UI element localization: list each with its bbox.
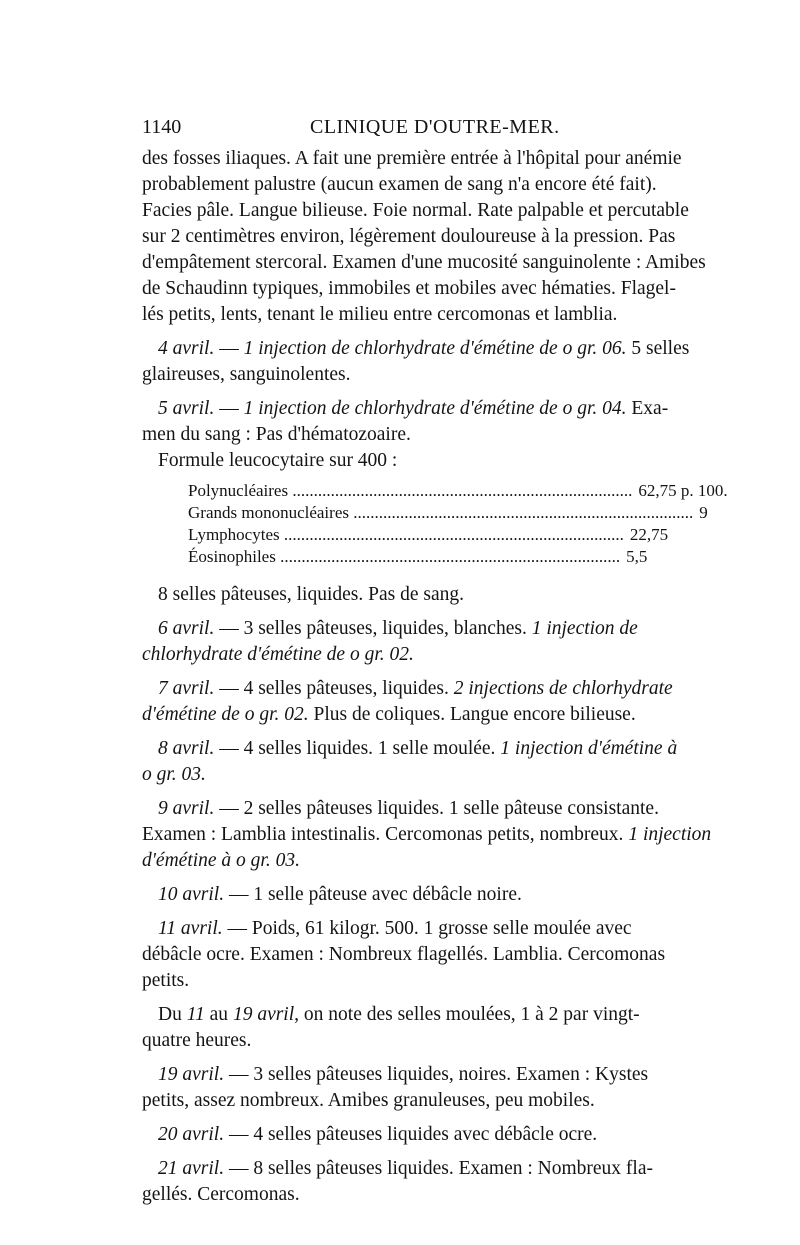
entry-10-avril <box>142 882 668 908</box>
entry-date: 4 avril. <box>158 338 215 359</box>
dash: — <box>214 738 244 759</box>
page-body <box>142 146 728 1208</box>
cell-label: Éosinophiles ................................................................................ <box>188 547 621 566</box>
table-row <box>188 480 728 502</box>
entry-date: 19 avril. <box>158 1064 225 1085</box>
dash: — <box>224 1064 254 1085</box>
text-line: débâcle ocre. Examen : Nombreux flagellés. Lamblia. Cercomonas <box>142 944 666 965</box>
paragraph-selles: 8 selles pâteuses, liquides. Pas de sang. <box>158 584 464 605</box>
dash: — <box>224 1124 254 1145</box>
entry-date: 7 avril. <box>158 678 215 699</box>
entry-text: Du <box>158 1004 187 1025</box>
text-line: probablement palustre (aucun examen de sang n'a encore été fait). <box>142 174 657 195</box>
entry-text: 4 selles liquides. 1 selle moulée. <box>243 738 501 759</box>
entry-7-avril <box>142 676 673 728</box>
text-line: quatre heures. <box>142 1030 252 1051</box>
entry-text: au <box>204 1004 233 1025</box>
entry-date: 8 avril. <box>158 738 215 759</box>
dash: — <box>214 398 244 419</box>
entry-text: Plus de coliques. Langue encore bilieuse. <box>308 704 636 725</box>
entry-8-avril <box>142 736 678 788</box>
text-line: de Schaudinn typiques, immobiles et mobiles avec hématies. Flagel- <box>142 278 676 299</box>
entry-text: on note des selles moulées, 1 à 2 par vingt- <box>299 1004 640 1025</box>
running-header <box>142 116 668 146</box>
entry-19-avril <box>142 1062 668 1114</box>
page-number: 1140 <box>142 116 182 138</box>
entry-text: Exa- <box>626 398 669 419</box>
paragraph-intro <box>142 146 706 328</box>
entry-text: 1 selle pâteuse avec débâcle noire. <box>253 884 522 905</box>
entry-9-avril <box>142 796 712 874</box>
entry-text: 4 selles pâteuses, liquides. <box>243 678 454 699</box>
dash: — <box>224 1158 254 1179</box>
text-line: sur 2 centimètres environ, légèrement douloureuse à la pression. Pas <box>142 226 676 247</box>
text-line: men du sang : Pas d'hématozoaire. <box>142 424 411 445</box>
entry-text: Examen : Lamblia intestinalis. Cercomonas petits, nombreux. <box>142 824 629 845</box>
cell-value: 22,75 <box>629 525 669 544</box>
entry-text: 4 selles pâteuses liquides avec débâcle ocre. <box>253 1124 598 1145</box>
entry-date: 6 avril. <box>158 618 215 639</box>
entry-date: 11 <box>186 1004 205 1025</box>
entry-4-avril <box>142 336 690 388</box>
entry-11-avril <box>142 916 668 994</box>
entry-date: 11 avril. <box>158 918 223 939</box>
entry-11-19-avril <box>142 1002 668 1054</box>
text-line: gellés. Cercomonas. <box>142 1184 300 1205</box>
entry-text: 2 selles pâteuses liquides. 1 selle pâteuse consistante. <box>243 798 659 819</box>
entry-21-avril <box>142 1156 668 1208</box>
text-line: petits, assez nombreux. Amibes granuleuses, peu mobiles. <box>142 1090 595 1111</box>
entry-date: 10 avril. <box>158 884 225 905</box>
cell-label: Grands mononucléaires ................................................................................ <box>188 503 694 522</box>
dash: — <box>222 918 252 939</box>
entry-date: 5 avril. <box>158 398 215 419</box>
dash: — <box>224 884 254 905</box>
entry-20-avril <box>142 1122 668 1148</box>
entry-text: Poids, 61 kilogr. 500. 1 grosse selle moulée avec <box>251 918 632 939</box>
text-line: d'empâtement stercoral. Examen d'une mucosité sanguinolente : Amibes <box>142 252 706 273</box>
cell-label: Polynucléaires ................................................................................ <box>188 481 633 500</box>
dash: — <box>214 338 244 359</box>
table-row <box>188 524 669 546</box>
treatment-text: 1 injection <box>628 824 712 845</box>
treatment-text: d'émétine de o gr. 02. <box>142 704 309 725</box>
dash: — <box>214 618 244 639</box>
table-row <box>188 502 708 524</box>
treatment-text: 1 injection de <box>531 618 638 639</box>
text-line: Facies pâle. Langue bilieuse. Foie normal. Rate palpable et percutable <box>142 200 689 221</box>
text-line: lés petits, lents, tenant le milieu entre cercomonas et lamblia. <box>142 304 618 325</box>
entry-6-avril <box>142 616 668 668</box>
text-line: Formule leucocytaire sur 400 : <box>158 450 398 471</box>
cell-label: Lymphocytes ................................................................................ <box>188 525 624 544</box>
text-line: petits. <box>142 970 190 991</box>
text-line: glaireuses, sanguinolentes. <box>142 364 351 385</box>
treatment-text: 1 injection de chlorhydrate d'émétine de o gr. 06. <box>243 338 627 359</box>
cell-value: 62,75 p. 100. <box>638 481 728 500</box>
cell-value: 5,5 <box>626 547 648 566</box>
treatment-text: 1 injection d'émétine à <box>500 738 678 759</box>
entry-date: 21 avril. <box>158 1158 225 1179</box>
table-row <box>188 546 662 568</box>
leukocyte-formula-table <box>188 480 728 568</box>
treatment-text: 2 injections de chlorhydrate <box>453 678 673 699</box>
entry-date: 20 avril. <box>158 1124 225 1145</box>
treatment-text: d'émétine à o gr. 03. <box>142 850 300 871</box>
entry-text: 8 selles pâteuses liquides. Examen : Nombreux fla- <box>253 1158 653 1179</box>
treatment-text: 1 injection de chlorhydrate d'émétine de o gr. 04. <box>243 398 627 419</box>
entry-5-avril <box>142 396 668 474</box>
running-title: CLINIQUE D'OUTRE-MER. <box>310 116 560 138</box>
entry-date: 19 avril, <box>232 1004 300 1025</box>
entry-date: 9 avril. <box>158 798 215 819</box>
entry-text: 3 selles pâteuses, liquides, blanches. <box>243 618 532 639</box>
cell-value: 9 <box>699 503 708 522</box>
treatment-text: chlorhydrate d'émétine de o gr. 02. <box>142 644 414 665</box>
treatment-text: o gr. 03. <box>142 764 206 785</box>
text-line: des fosses iliaques. A fait une première entrée à l'hôpital pour anémie <box>142 148 682 169</box>
dash: — <box>214 798 244 819</box>
dash: — <box>214 678 244 699</box>
entry-text: 3 selles pâteuses liquides, noires. Examen : Kystes <box>253 1064 649 1085</box>
entry-text: 5 selles <box>626 338 690 359</box>
